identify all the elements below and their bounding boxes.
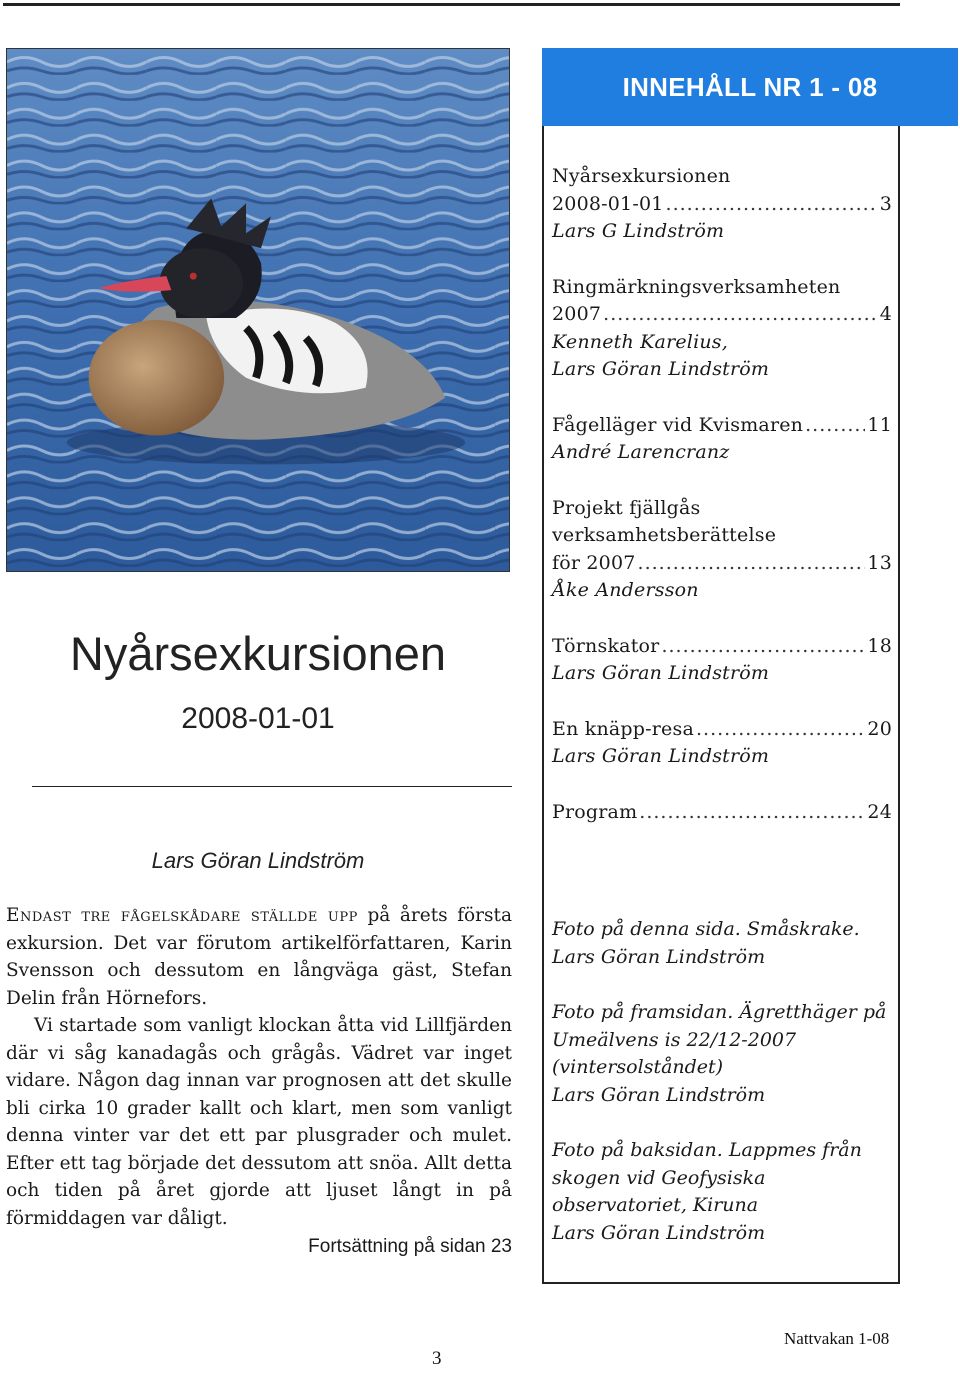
- photo-credit-author: Lars Göran Lindström: [552, 1083, 766, 1106]
- toc-title-line: Projekt fjällgås: [552, 496, 701, 519]
- toc-entry: [552, 163, 892, 246]
- toc-leader-dots: [666, 191, 878, 219]
- toc-title-line: [552, 550, 892, 578]
- toc-title: En knäpp-resa: [552, 717, 694, 740]
- article-title: Nyårsexkursionen: [69, 627, 447, 680]
- photo-credit-text: Foto på framsidan. Ägretthäger på Umeälvens is 22/12-2007 (vintersolståndet): [552, 1001, 887, 1078]
- photo-credit-author: Lars Göran Lindström: [552, 1221, 766, 1244]
- toc-entry: [552, 633, 892, 688]
- article-paragraph-1: [6, 902, 512, 1012]
- toc-entry: [552, 495, 892, 605]
- toc-page-number: 24: [867, 800, 892, 823]
- toc-author: Lars Göran Lindström: [552, 358, 770, 380]
- cover-photo: [6, 48, 510, 572]
- continuation-note: Fortsättning på sidan 23: [308, 1236, 512, 1257]
- toc-author: Lars Göran Lindström: [552, 662, 770, 684]
- toc-leader-dots: [639, 799, 865, 827]
- photo-credits: [552, 916, 897, 1275]
- toc-page-number: 4: [879, 303, 892, 325]
- toc-leader-dots: [638, 550, 866, 578]
- toc-leader-dots: [661, 633, 865, 661]
- toc-title-line: [552, 191, 892, 219]
- title-divider: [32, 786, 512, 787]
- toc-title-line: Ringmärkningsverksamheten: [552, 275, 841, 298]
- photo-credit: [552, 916, 897, 971]
- toc-header: INNEHÅLL NR 1 - 08: [542, 48, 958, 126]
- paragraph-1-text: på årets första exkursion. Det var förutom artikelförfattaren, Karin Svensson och dessutom en långväga gäst, Stefan Delin från Hörnefors.: [6, 905, 512, 1009]
- toc-page-number: 18: [867, 634, 892, 657]
- toc-page-number: 3: [879, 192, 892, 215]
- toc-leader-dots: [805, 412, 865, 440]
- toc-title-line: Nyårsexkursionen: [552, 165, 731, 187]
- duck-photo-illustration: [7, 49, 509, 571]
- toc-page-number: 11: [867, 413, 892, 436]
- toc-entry: [552, 716, 892, 771]
- toc-title-line: [552, 301, 892, 329]
- toc-title: 2008-01-01: [552, 192, 664, 215]
- toc-leader-dots: [696, 716, 865, 744]
- article-paragraph-2: Vi startade som vanligt klockan åtta vid Lillfjärden där vi såg kanadagås och grågås. Vädret var inget vidare. Någon dag innan var prognosen att det skulle bli cirka 10 grader kallt och klart, men som vanligt denna vinter var det ett par plusgrader och mulet. Efter ett tag började det dessutom att snöa. Allt detta och tiden på året gjorde att ljuset långt in på förmiddagen var dåligt.: [6, 1015, 512, 1229]
- page-number: 3: [432, 1348, 442, 1369]
- toc-leader-dots: [603, 301, 878, 329]
- toc-author: Lars Göran Lindström: [552, 745, 770, 767]
- photo-credit: [552, 1137, 897, 1247]
- lead-in: Endast tre fågelskådare ställde upp: [6, 905, 358, 926]
- toc-title: 2007: [552, 303, 602, 325]
- toc-title-line: verksamhetsberättelse: [552, 524, 777, 546]
- photo-credit: [552, 999, 897, 1109]
- toc-author: Åke Andersson: [552, 579, 699, 601]
- photo-credit-author: Lars Göran Lindström: [552, 945, 766, 968]
- toc-title: Törnskator: [552, 634, 660, 657]
- toc-page-number: 13: [867, 551, 892, 574]
- toc-title: Program: [552, 800, 638, 823]
- toc-author: André Larencranz: [552, 441, 730, 463]
- toc-title-line: [552, 716, 892, 744]
- article-date: 2008-01-01: [181, 702, 335, 735]
- toc-entry: [552, 799, 892, 827]
- article-body: [6, 902, 512, 1232]
- toc-title: för 2007: [552, 551, 636, 574]
- top-rule: [3, 3, 900, 6]
- toc-author: Kenneth Karelius,: [552, 330, 728, 353]
- toc-page-number: 20: [867, 717, 892, 740]
- toc-title: Fågelläger vid Kvismaren: [552, 413, 804, 436]
- toc-author: Lars G Lindström: [552, 220, 725, 242]
- table-of-contents: [552, 163, 892, 854]
- photo-credit-text: Foto på denna sida. Småskrake.: [552, 918, 860, 940]
- toc-title-line: [552, 412, 892, 440]
- toc-title-line: [552, 799, 892, 827]
- toc-entry: [552, 274, 892, 384]
- toc-title-line: [552, 633, 892, 661]
- photo-credit-text: Foto på baksidan. Lappmes från skogen vid Geofysiska observatoriet, Kiruna: [552, 1139, 862, 1216]
- magazine-issue: Nattvakan 1-08: [784, 1329, 890, 1348]
- article-author: Lars Göran Lindström: [151, 848, 365, 873]
- toc-entry: [552, 412, 892, 467]
